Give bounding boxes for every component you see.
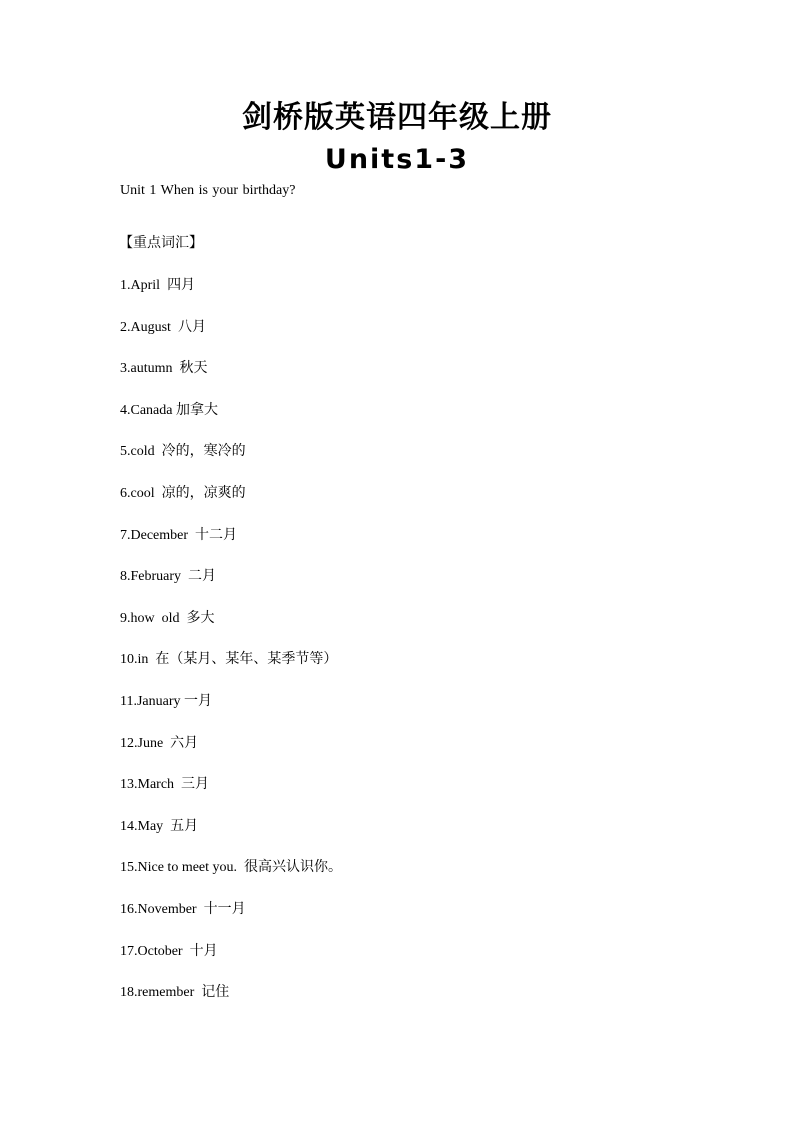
- vocab-english: 3.autumn: [120, 361, 180, 377]
- vocab-chinese: 五月: [170, 817, 199, 834]
- vocab-chinese: 秋天: [179, 360, 208, 377]
- vocab-item: [120, 317, 342, 359]
- vocab-english: 1.April: [120, 278, 168, 293]
- vocab-chinese: 十二月: [195, 526, 238, 543]
- vocab-item: [120, 982, 342, 1024]
- vocab-chinese: 加拿大: [175, 401, 218, 418]
- vocab-chinese: 六月: [170, 734, 199, 751]
- vocab-english: 7.December: [120, 527, 196, 543]
- vocab-item: [120, 525, 342, 567]
- vocab-item: [120, 483, 342, 525]
- vocab-item: [120, 941, 342, 983]
- section-heading: 【重点词汇】: [119, 235, 203, 251]
- vocab-english: 10.in: [120, 652, 156, 668]
- vocab-item: [120, 441, 342, 483]
- vocab-list: [120, 275, 342, 1024]
- vocab-english: 11.January: [120, 693, 185, 709]
- vocab-chinese: 三月: [181, 776, 210, 793]
- vocab-item: [120, 857, 342, 899]
- document-subtitle: Units1-3: [324, 144, 470, 175]
- vocab-chinese: 记住: [201, 984, 230, 1001]
- vocab-item: [120, 400, 342, 442]
- vocab-item: [120, 899, 342, 941]
- vocab-item: [120, 358, 342, 400]
- vocab-english: 2.August: [120, 319, 178, 335]
- vocab-chinese: 二月: [188, 568, 217, 585]
- vocab-english: 5.cold: [120, 444, 162, 460]
- unit-heading: Unit 1 When is your birthday?: [120, 183, 296, 198]
- document-title: 剑桥版英语四年级上册: [242, 100, 552, 135]
- vocab-chinese: 十月: [189, 942, 218, 959]
- vocab-english: 9.how old: [120, 610, 187, 626]
- vocab-item: [120, 774, 342, 816]
- vocab-chinese: 八月: [177, 318, 206, 335]
- vocab-item: [120, 566, 342, 608]
- vocab-chinese: 一月: [184, 692, 213, 709]
- vocab-chinese: 四月: [167, 277, 196, 293]
- vocab-english: 13.March: [120, 777, 182, 793]
- vocab-item: [120, 608, 342, 650]
- vocab-english: 15.Nice to meet you.: [120, 860, 245, 876]
- vocab-english: 6.cool: [120, 485, 162, 501]
- vocab-chinese: 凉的，凉爽的: [161, 484, 246, 501]
- vocab-chinese: 十一月: [203, 900, 246, 917]
- vocab-chinese: 在（某月、某年、某季节等）: [155, 651, 338, 668]
- vocab-english: 12.June: [120, 735, 171, 751]
- vocab-english: 4.Canada: [120, 402, 176, 418]
- vocab-item: [120, 816, 342, 858]
- vocab-english: 8.February: [120, 569, 189, 585]
- vocab-english: 17.October: [120, 943, 190, 959]
- vocab-chinese: 多大: [186, 609, 215, 626]
- vocab-chinese: 很高兴认识你。: [244, 859, 343, 876]
- vocab-english: 14.May: [120, 818, 171, 834]
- vocab-english: 18.remember: [120, 985, 202, 1001]
- vocab-item: [120, 649, 342, 691]
- vocab-chinese: 冷的，寒冷的: [161, 443, 246, 460]
- vocab-english: 16.November: [120, 901, 204, 917]
- vocab-item: [120, 691, 342, 733]
- vocab-item: [120, 275, 342, 317]
- vocab-item: [120, 733, 342, 775]
